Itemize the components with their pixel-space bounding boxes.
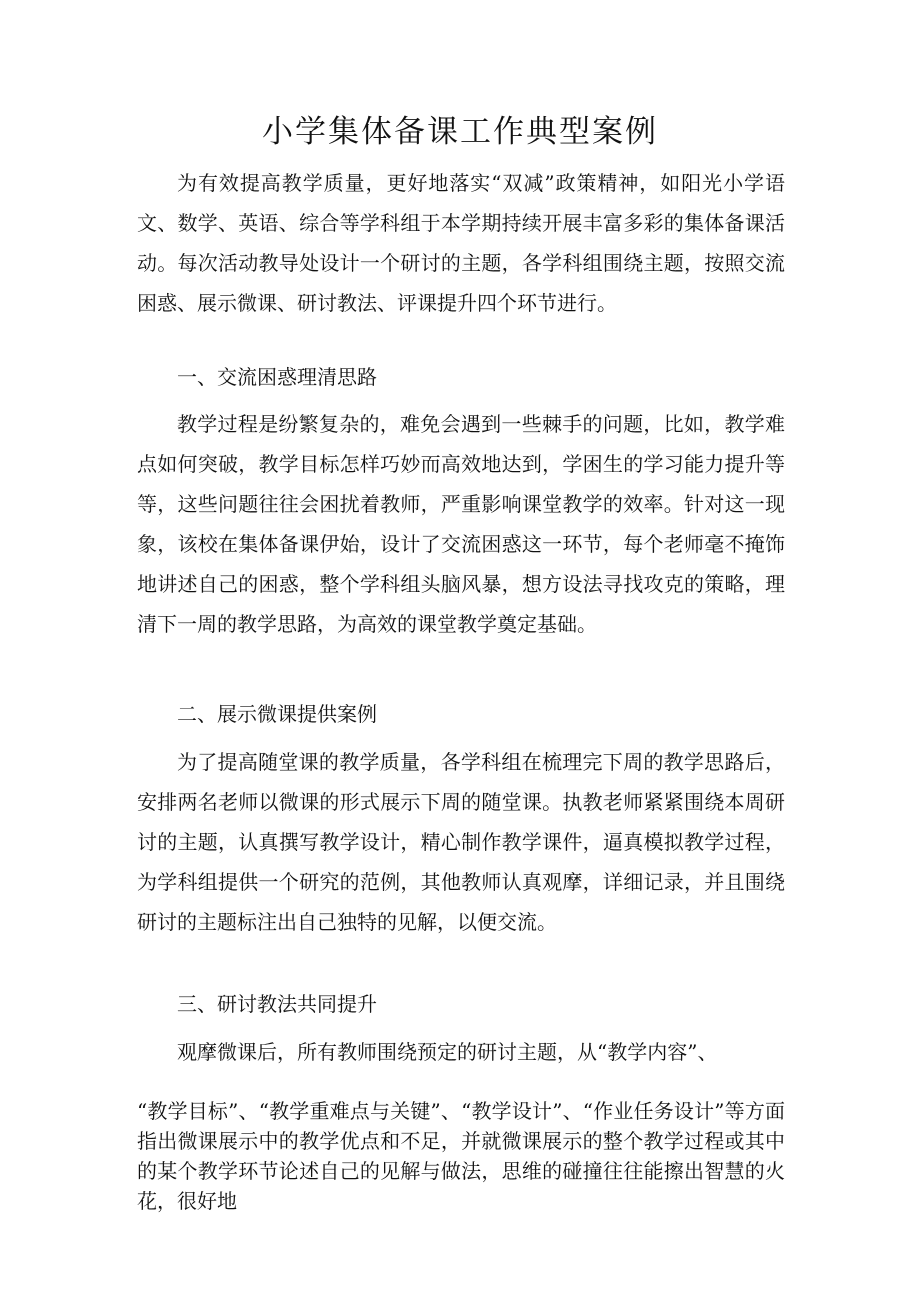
section-1-paragraph: 教学过程是纷繁复杂的，难免会遇到一些棘手的问题，比如，教学难点如何突破，教学目标怎样巧妙而高效地达到，学困生的学习能力提升等等，这些问题往往会困扰着教师，严重影响课堂教学的效率。针对这一现象，该校在集体备课伊始，设计了交流困惑这一环节，每个老师毫不掩饰地讲述自己的困惑，整个学科组头脑风暴，想方设法寻找攻克的策略，理清下一周的教学思路，为高效的课堂教学奠定基础。 xyxy=(137,412,785,636)
section-3-paragraph-first-line: 观摩微课后，所有教师围绕预定的研讨主题，从“教学内容”、 xyxy=(177,1040,718,1064)
section-3-paragraph-continued: “教学目标”、“教学重难点与关键”、“教学设计”、“作业任务设计”等方面指出微课展示中的教学优点和不足，并就微课展示的整个教学过程或其中的某个教学环节论述自己的见解与做法，思维的碰撞往往能擦出智慧的火花，很好地 xyxy=(137,1099,785,1213)
section-2-heading: 二、展示微课提供案例 xyxy=(177,702,377,726)
document-title: 小学集体备课工作典型案例 xyxy=(262,114,658,150)
intro-paragraph: 为有效提高教学质量，更好地落实“双减”政策精神，如阳光小学语文、数学、英语、综合等学科组于本学期持续开展丰富多彩的集体备课活动。每次活动教导处设计一个研讨的主题，各学科组围绕主题，按照交流困惑、展示微课、研讨教法、评课提升四个环节进行。 xyxy=(137,171,785,315)
section-2-paragraph: 为了提高随堂课的教学质量，各学科组在梳理完下周的教学思路后，安排两名老师以微课的形式展示下周的随堂课。执教老师紧紧围绕本周研讨的主题，认真撰写教学设计，精心制作教学课件，逼真模拟教学过程，为学科组提供一个研究的范例，其他教师认真观摩，详细记录，并且围绕研讨的主题标注出自己独特的见解，以便交流。 xyxy=(137,750,785,934)
section-1-heading: 一、交流困惑理清思路 xyxy=(177,365,377,389)
section-3-heading: 三、研讨教法共同提升 xyxy=(177,992,377,1016)
